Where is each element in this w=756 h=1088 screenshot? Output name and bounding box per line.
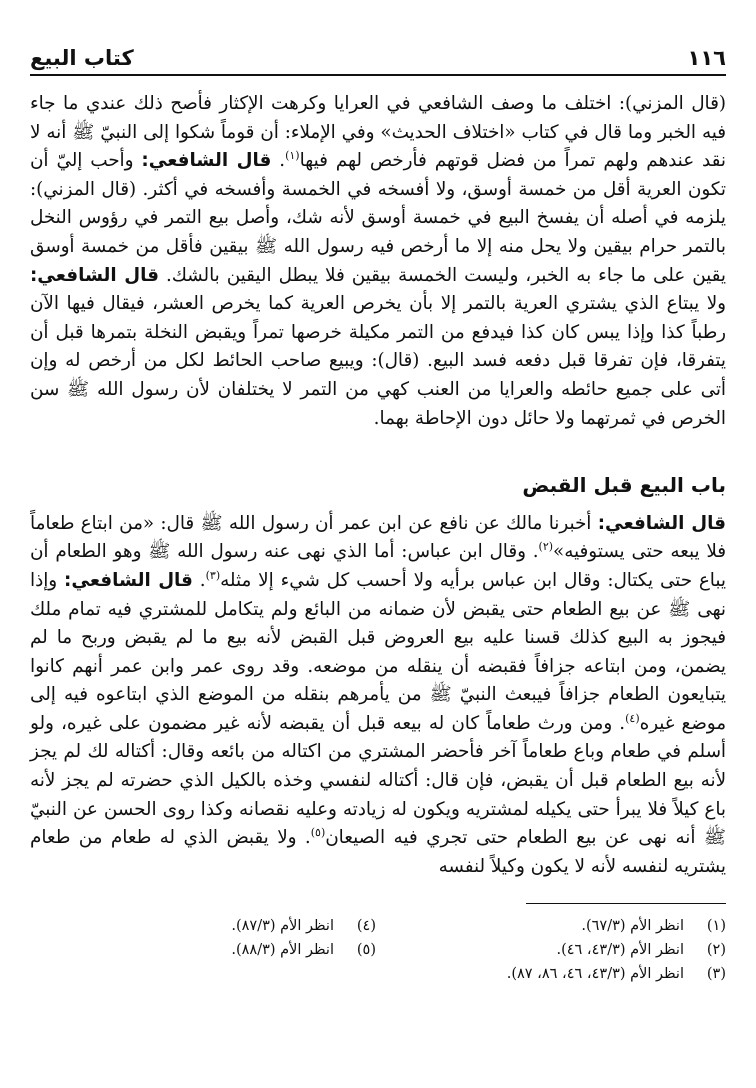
book-title: كتاب البيع	[30, 46, 134, 70]
footnote-number: (٤)	[356, 918, 376, 935]
speaker-label: قال الشافعي:	[141, 150, 272, 172]
footnotes	[30, 914, 726, 986]
book-page	[30, 32, 726, 1062]
footnote-item	[396, 962, 726, 986]
footnote-ref-5[interactable]: (٥)	[310, 826, 326, 840]
text-run: (قال المزني): اختلف ما وصف الشافعي في العرايا وكرهت الإكثار فأصح ذلك عندي ما جاء فيه الخبر وما قال في كتاب «اختلاف الحديث» وفي الإملاء: أن قوماً شكوا إلى النبيّ ﷺ أنه لا نقد عندهم ولهم تمراً من فضل قوتهم فأرخص لهم فيها	[30, 93, 726, 172]
footnote-ref-3[interactable]: (٣)	[205, 568, 221, 582]
body-text	[30, 90, 726, 881]
speaker-label: قال الشافعي:	[30, 264, 159, 286]
footnote-item	[396, 914, 726, 938]
footnote-number: (٥)	[356, 942, 376, 959]
footnote-text: انظر الأم (٤٣/٣، ٤٦، ٨٦، ٨٧).	[506, 966, 684, 983]
paragraph-1: (قال المزني): اختلف ما وصف الشافعي في العرايا وكرهت الإكثار فأصح ذلك عندي ما جاء فيه الخبر وما قال في كتاب «اختلاف الحديث» وفي الإملاء: أن قوماً شكوا إلى النبيّ ﷺ أنه لا نقد عندهم ولهم تمراً من فضل قوتهم فأرخص لهم فيها$^{(١)}$. قال الشافعي: وأحب إليّ أن تكون العرية أقل من خمسة أوسق، ولا أفسخه في الخمسة وأفسخه في أكثر. (قال المزني): يلزمه في أصله أن يفسخ البيع في خمسة أوسق لأنه شك، وأصل بيع التمر في رؤوس النخل بالتمر حرام بيقين ولا يحل منه إلا ما أرخص فيه رسول الله ﷺ بيقين فأقل من خمسة أوسق يقين على ما جاء به الخبر، وليست الخمسة بيقين فلا يبطل اليقين بالشك. قال الشافعي: ولا يبتاع الذي يشتري العرية بالتمر إلا بأن يخرص العرية كما يخرص العشر، فيقال فيها الآن رطباً كذا وإذا يبس كان كذا فيدفع من التمر مكيلة خرصها تمراً ويقبض النخلة بتمرها قبل أن يتفرقا، فإن تفرقا قبل دفعه فسد البيع. (قال): ويبيع صاحب الحائط لكل من أرخص له وإن أتى على جميع حائطه والعرايا من العنب كهي من التمر لا يختلفان لأن رسول الله ﷺ سن الخرص في ثمرتهما ولا حائل دون الإحاطة بهما.	[30, 93, 726, 429]
paragraph-2: قال الشافعي: أخبرنا مالك عن نافع عن ابن عمر أن رسول الله ﷺ قال: «من ابتاع طعاماً فلا يبعه حتى يستوفيه»$^{(٢)}$. وقال ابن عباس: أما الذي نهى عنه رسول الله ﷺ وهو الطعام أن يباع حتى يكتال: وقال ابن عباس برأيه ولا أحسب كل شيء إلا مثله$^{(٣)}$. قال الشافعي: وإذا نهى ﷺ عن بيع الطعام حتى يقبض لأن ضمانه من البائع ولم يتكامل للمشتري فيه تمام ملك فيجوز به البيع كذلك قسنا عليه بيع العروض قبل القبض لأنه بيع ما لم يقبض وربح ما لم يضمن، ومن ابتاعه جزافاً فقبضه أن ينقله من موضعه. وقد روى عمر وابن عمر أنهم كانوا يتبايعون الطعام جزافاً فيبعث النبيّ ﷺ من يأمرهم بنقله من الموضع الذي ابتاعوه فيه إلى موضع غيره$^{(٤)}$. ومن ورث طعاماً كان له بيعه قبل أن يقبضه لأنه غير مضمون على غيره، ولو أسلم في طعام وباع طعاماً آخر فأحضر المشتري من اكتاله من بائعه وقال: أكتاله لك لم يجز لأنه بيع الطعام قبل أن يقبض، فإن قال: أكتاله لنفسي وخذه بالكيل الذي حضرته لم يجز لأنه باع كيلاً فلا يبرأ حتى يكيله لمشتريه ويكون له زيادته وعليه نقصانه وكذا روى الحسن عن النبيّ ﷺ أنه نهى عن بيع الطعام حتى تجري فيه الصيعان$^{(٥)}$. ولا يقبض الذي له طعام من طعام يشتريه لنفسه لأنه لا يكون وكيلاً لنفسه	[30, 512, 727, 877]
footnote-ref-1[interactable]: (١)	[285, 149, 300, 163]
footnote-ref-4[interactable]: (٤)	[625, 711, 640, 725]
footnote-item	[46, 938, 376, 962]
text-run: . ولا يقبض الذي له طعام من طعام يشتريه لنفسه لأنه لا يكون وكيلاً لنفسه	[30, 827, 726, 877]
footnote-number: (١)	[706, 918, 726, 935]
footnote-number: (٣)	[706, 966, 726, 983]
text-run: ولا يبتاع الذي يشتري العرية بالتمر إلا بأن يخرص العرية كما يخرص العشر، فيقال فيها الآن رطباً كذا وإذا يبس كان كذا فيدفع من التمر مكيلة خرصها تمراً ويقبض النخلة بتمرها قبل أن يتفرقا، فإن تفرقا قبل دفعه فسد البيع. (قال): ويبيع صاحب الحائط لكل من أرخص له وإن أتى على جميع حائطه والعرايا من العنب كهي من التمر لا يختلفان لأن رسول الله ﷺ سن الخرص في ثمرتهما ولا حائل دون الإحاطة بهما.	[30, 293, 726, 429]
footnote-item	[46, 914, 376, 938]
text-run: . وقال ابن عباس: أما الذي نهى عنه رسول الله ﷺ وهو الطعام أن يباع حتى يكتال: وقال ابن عباس برأيه ولا أحسب كل شيء إلا مثله	[30, 541, 726, 591]
speaker-label: قال الشافعي:	[597, 512, 726, 534]
text-run: وإذا نهى ﷺ عن بيع الطعام حتى يقبض لأن ضمانه من البائع ولم يتكامل للمشتري فيه تمام ملك فيجوز به البيع كذلك قسنا عليه بيع العروض قبل القبض لأنه بيع ما لم يقبض وربح ما لم يضمن، ومن ابتاعه جزافاً فقبضه أن ينقله من موضعه. وقد روى عمر وابن عمر أنهم كانوا يتبايعون الطعام جزافاً فيبعث النبيّ ﷺ من يأمرهم بنقله من الموضع الذي ابتاعوه فيه إلى موضع غيره	[30, 569, 726, 734]
text-run: أخبرنا مالك عن نافع عن ابن عمر أن رسول الله ﷺ قال: «من ابتاع طعاماً فلا يبعه حتى يستوفيه»	[30, 512, 727, 563]
footnote-text: انظر الأم (٦٧/٣).	[581, 918, 684, 935]
page-number: ١١٦	[687, 46, 726, 70]
footnote-number: (٢)	[706, 942, 726, 959]
speaker-label: قال الشافعي:	[64, 569, 193, 591]
text-run: . ومن ورث طعاماً كان له بيعه قبل أن يقبضه لأنه غير مضمون على غيره، ولو أسلم في طعام وباع طعاماً آخر فأحضر المشتري من اكتاله من بائعه وقال: أكتاله لك لم يجز لأنه بيع الطعام قبل أن يقبض، فإن قال: أكتاله لنفسي وخذه بالكيل الذي حضرته لم يجز لأنه باع كيلاً فلا يبرأ حتى يكيله لمشتريه ويكون له زيادته وعليه نقصانه وكذا روى الحسن عن النبيّ ﷺ أنه نهى عن بيع الطعام حتى تجري فيه الصيعان	[30, 712, 726, 849]
footnote-text: انظر الأم (٤٣/٣، ٤٦).	[556, 942, 684, 959]
footnote-divider	[526, 903, 726, 904]
footnote-ref-2[interactable]: (٢)	[538, 540, 554, 554]
running-head	[30, 32, 726, 76]
text-run: وأحب إليّ أن تكون العرية أقل من خمسة أوسق، ولا أفسخه في الخمسة وأفسخه في أكثر. (قال المزني): يلزمه في أصله أن يفسخ البيع في خمسة أوسق لأنه شك، وأصل بيع التمر في رؤوس النخل بالتمر حرام بيقين ولا يحل منه إلا ما أرخص فيه رسول الله ﷺ بيقين فأقل من خمسة أوسق يقين على ما جاء به الخبر، وليست الخمسة بيقين فلا يبطل اليقين بالشك.	[30, 150, 726, 286]
footnote-item	[396, 938, 726, 962]
footnote-text: انظر الأم (٨٨/٣).	[231, 942, 334, 959]
section-title: باب البيع قبل القبض	[522, 473, 726, 498]
footnote-text: انظر الأم (٨٧/٣).	[231, 918, 334, 935]
